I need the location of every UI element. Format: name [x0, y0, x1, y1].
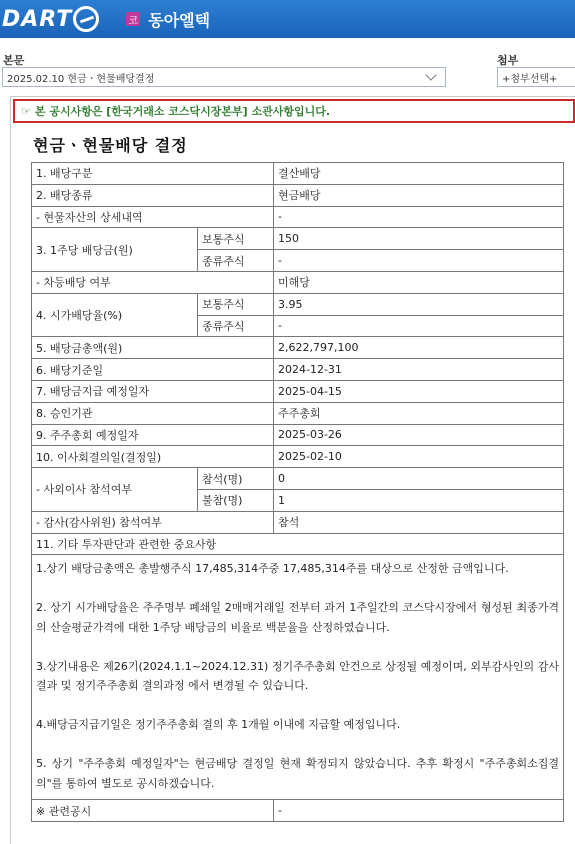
table-row — [32, 446, 564, 468]
row-value: 2025-04-15 — [274, 380, 564, 402]
row-label: 11. 기타 투자판단과 관련한 중요사항 — [32, 533, 564, 555]
jurisdiction-notice — [13, 99, 575, 123]
note-paragraph: 3.상기내용은 제26기(2024.1.1~2024.12.31) 정기주주총회 안건으로 상정될 예정이며, 외부감사인의 감사결과 및 정기주주총회 결의과정 에서 변경될 수 있습니다. — [36, 659, 559, 693]
row-value: - — [274, 800, 564, 822]
row-value: 3.95 — [274, 293, 564, 315]
note-paragraph: 2. 상기 시가배당율은 주주명부 폐쇄일 2매매거래일 전부터 과거 1주일간의 코스닥시장에서 형성된 최종가격의 산술평균가격에 대한 1주당 배당금의 비율로 백분율을 산정하였습니다. — [36, 601, 559, 634]
row-value: - — [274, 206, 564, 228]
table-row — [32, 424, 564, 446]
row-value: 150 — [274, 228, 564, 250]
row-value: 2025-02-10 — [274, 446, 564, 468]
table-row — [32, 163, 564, 185]
row-value: 2024-12-31 — [274, 359, 564, 381]
table-row — [32, 380, 564, 402]
row-value: - — [274, 315, 564, 337]
attach-select-value: +첨부선택+ — [502, 73, 558, 85]
row-value: 현금배당 — [274, 184, 564, 206]
row-label: - 감사(감사위원) 참석여부 — [32, 511, 274, 533]
company-name[interactable]: 동아엘텍 — [148, 10, 211, 30]
row-sublabel: 종류주식 — [198, 250, 274, 272]
row-value: 미해당 — [274, 271, 564, 293]
row-label: ※ 관련공시 — [32, 800, 274, 822]
row-sublabel: 불참(명) — [198, 489, 274, 511]
row-sublabel: 종류주식 — [198, 315, 274, 337]
row-value: 1 — [274, 489, 564, 511]
row-value: 참석 — [274, 511, 564, 533]
table-row — [32, 402, 564, 424]
row-value: 주주총회 — [274, 402, 564, 424]
table-row — [32, 555, 564, 800]
document-title: 현금ㆍ현물배당 결정 — [33, 136, 188, 155]
row-sublabel: 참석(명) — [198, 468, 274, 490]
row-label: 2. 배당종류 — [32, 184, 274, 206]
notes-cell — [32, 555, 564, 800]
table-row — [32, 337, 564, 359]
table-row — [32, 511, 564, 533]
main-doc-select[interactable] — [2, 67, 446, 87]
chevron-down-icon — [425, 69, 436, 80]
row-label: 6. 배당기준일 — [32, 359, 274, 381]
attach-label: 첨부 — [497, 54, 519, 67]
notice-text: 본 공시사항은 [한국거래소 코스닥시장본부] 소관사항입니다. — [34, 105, 331, 118]
row-label: 3. 1주당 배당금(원) — [32, 228, 198, 272]
row-value: 2,622,797,100 — [274, 337, 564, 359]
row-label: 1. 배당구분 — [32, 163, 274, 185]
table-row — [32, 228, 564, 250]
row-label: 7. 배당금지급 예정일자 — [32, 380, 274, 402]
kosdaq-badge-icon: 코 — [126, 12, 140, 26]
table-row — [32, 293, 564, 315]
pointing-hand-icon: ☞ — [21, 104, 31, 118]
logo-text: DART — [2, 6, 73, 32]
table-row — [32, 800, 564, 822]
row-label: - 차등배당 여부 — [32, 271, 274, 293]
note-paragraph: 1.상기 배당금총액은 총발행주식 17,485,314주중 17,485,314주를 대상으로 산정한 금액입니다. — [36, 562, 509, 576]
note-paragraph: 5. 상기 "주주총회 예정일자"는 현금배당 결정일 현재 확정되지 않았습니다. 추후 확정시 "주주총회소집결의"를 통하여 별도로 공시하겠습니다. — [36, 757, 559, 790]
row-label: 9. 주주총회 예정일자 — [32, 424, 274, 446]
dart-logo[interactable] — [2, 0, 99, 38]
row-label: 10. 이사회결의일(결정일) — [32, 446, 274, 468]
row-label: 5. 배당금총액(원) — [32, 337, 274, 359]
row-value: - — [274, 250, 564, 272]
row-sublabel: 보통주식 — [198, 228, 274, 250]
table-row — [32, 359, 564, 381]
row-label: - 현물자산의 상세내역 — [32, 206, 274, 228]
main-doc-label: 본문 — [3, 54, 25, 67]
note-paragraph: 4.배당금지급기일은 정기주주총회 결의 후 1개월 이내에 지급할 예정입니다. — [36, 718, 401, 732]
row-value: 0 — [274, 468, 564, 490]
row-sublabel: 보통주식 — [198, 293, 274, 315]
main-doc-select-value: 2025.02.10 현금ㆍ현물배당결정 — [7, 73, 155, 85]
table-row — [32, 533, 564, 555]
row-label: 4. 시가배당율(%) — [32, 293, 198, 337]
row-value: 결산배당 — [274, 163, 564, 185]
table-row — [32, 184, 564, 206]
table-row — [32, 206, 564, 228]
row-value: 2025-03-26 — [274, 424, 564, 446]
disclosure-table — [31, 162, 564, 822]
attach-select[interactable] — [497, 67, 575, 87]
table-row — [32, 468, 564, 490]
logo-mark-icon — [73, 6, 99, 32]
top-header — [0, 0, 575, 38]
row-label: - 사외이사 참석여부 — [32, 468, 198, 512]
table-row — [32, 271, 564, 293]
row-label: 8. 승인기관 — [32, 402, 274, 424]
